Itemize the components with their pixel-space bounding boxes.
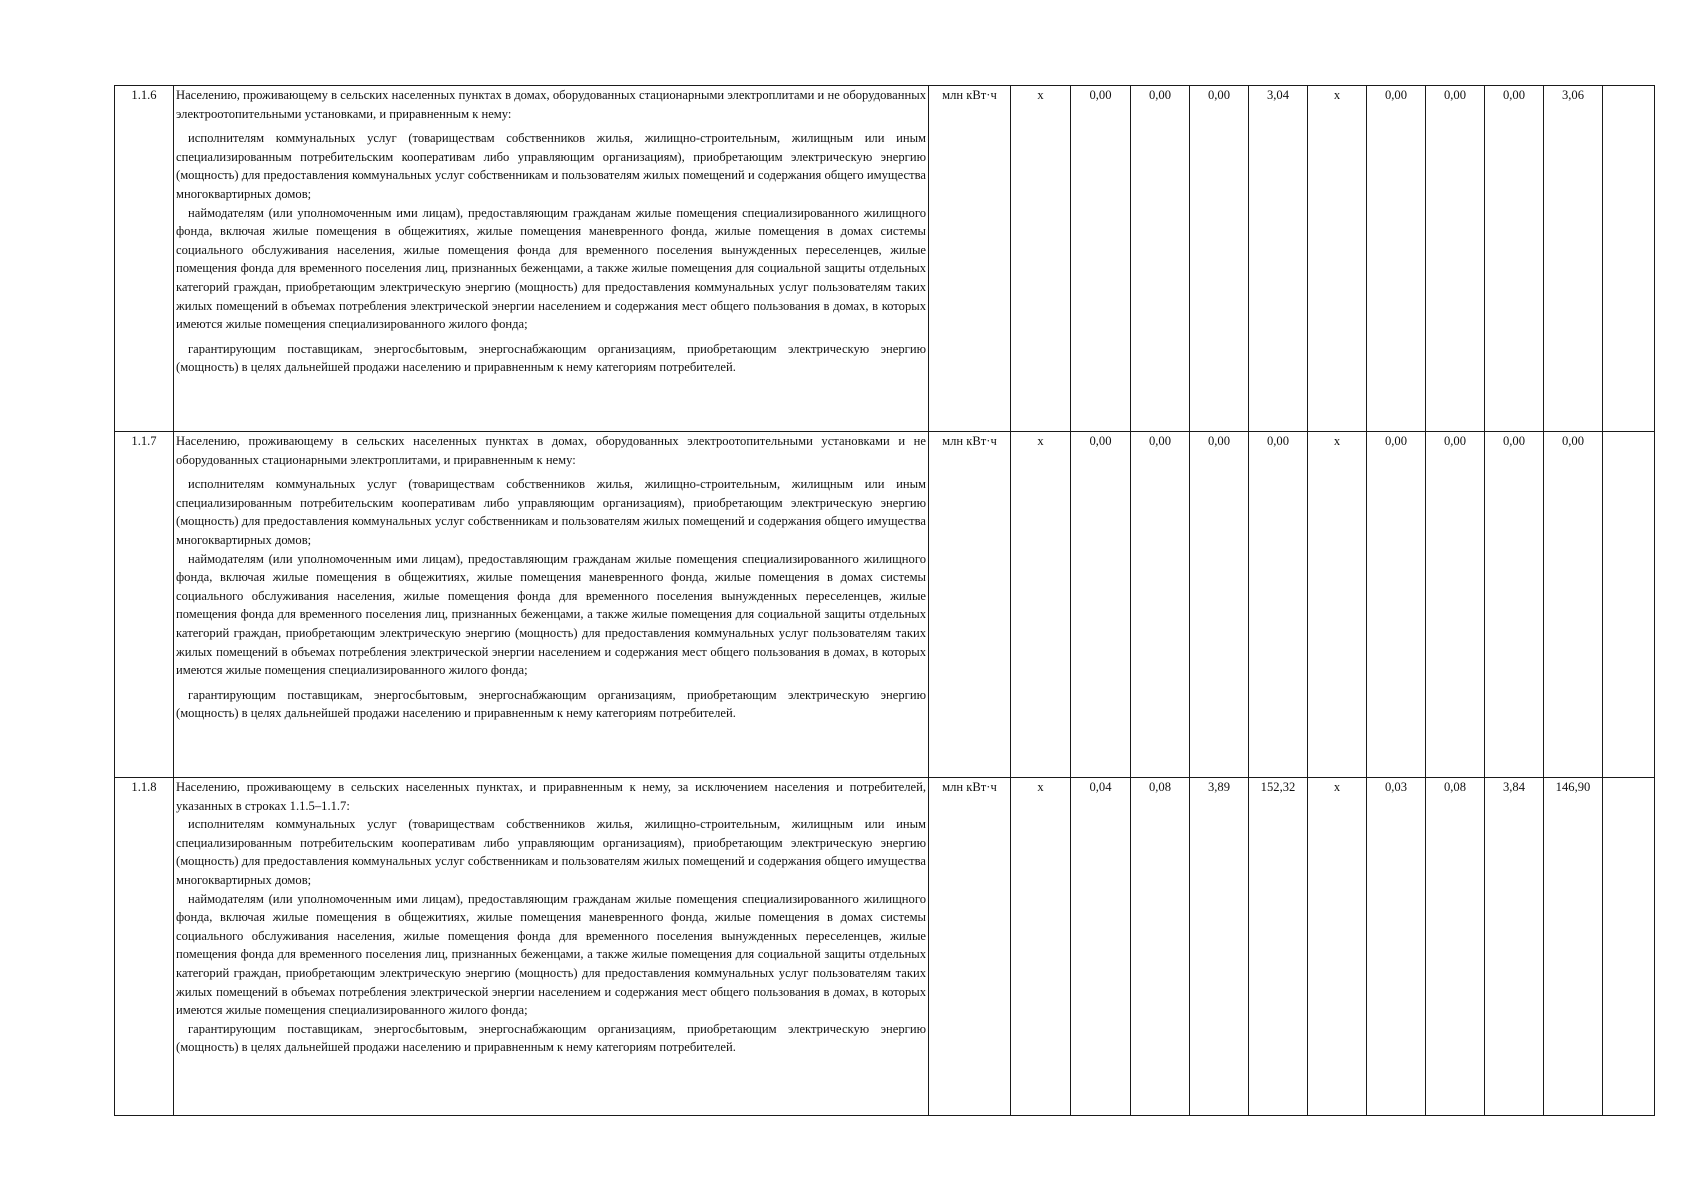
value-cell: x	[1011, 432, 1071, 778]
description-paragraph: наймодателям (или уполномоченным ими лицам), предоставляющим гражданам жилые помещения специализированного жилищного фонда, включая жилые помещения в общежитиях, жилые помещения маневренного фонда, жилые помещения в домах системы социального обслуживания населения, жилые помещения фонда для временного поселения вынужденных переселенцев, жилые помещения фонда для временного поселения лиц, признанных беженцами, а также жилые помещения для социальной защиты отдельных категорий граждан, приобретающим электрическую энергию (мощность) для предоставления коммунальных услуг пользователям таких жилых помещений в объемах потребления электрической энергии населением и содержания мест общего пользования в домах, в которых имеются жилые помещения специализированного жилого фонда;	[176, 891, 926, 1018]
table-row	[115, 86, 1655, 432]
value-cell: 0,00	[1131, 432, 1190, 778]
value-cell: x	[1308, 778, 1367, 1116]
value-cell: 0,00	[1367, 86, 1426, 432]
description-paragraph: наймодателям (или уполномоченным ими лицам), предоставляющим гражданам жилые помещения специализированного жилищного фонда, включая жилые помещения в общежитиях, жилые помещения маневренного фонда, жилые помещения в домах системы социального обслуживания населения, жилые помещения фонда для временного поселения вынужденных переселенцев, жилые помещения фонда для временного поселения лиц, признанных беженцами, а также жилые помещения для социальной защиты отдельных категорий граждан, приобретающим электрическую энергию (мощность) для предоставления коммунальных услуг пользователям таких жилых помещений в объемах потребления электрической энергии населением и содержания мест общего пользования в домах, в которых имеются жилые помещения специализированного жилого фонда;	[176, 551, 926, 678]
value-cell: 0,00	[1367, 432, 1426, 778]
row-unit: млн кВт·ч	[929, 86, 1011, 432]
value-cell: 0,00	[1071, 86, 1131, 432]
value-cell: x	[1308, 86, 1367, 432]
value-cell	[1603, 86, 1655, 432]
table-row	[115, 778, 1655, 1116]
description-paragraph: гарантирующим поставщикам, энергосбытовым, энергоснабжающим организациям, приобретающим электрическую энергию (мощность) в целях дальнейшей продажи населению и приравненным к нему категориям потребителей.	[176, 1021, 926, 1055]
description-paragraph: исполнителям коммунальных услуг (товариществам собственников жилья, жилищно-строительным, жилищным или иным специализированным потребительским кооперативам либо управляющим организациям), приобретающим электрическую энергию (мощность) для предоставления коммунальных услуг собственникам и пользователям жилых помещений и содержания общего имущества многоквартирных домов;	[176, 131, 926, 201]
value-cell: 146,90	[1544, 778, 1603, 1116]
value-cell: 3,04	[1249, 86, 1308, 432]
row-description	[174, 86, 929, 432]
value-cell: x	[1011, 778, 1071, 1116]
value-cell	[1603, 432, 1655, 778]
tariff-table	[114, 85, 1655, 1116]
row-description	[174, 778, 929, 1116]
value-cell: 0,03	[1367, 778, 1426, 1116]
value-cell: 3,89	[1190, 778, 1249, 1116]
value-cell: 0,00	[1249, 432, 1308, 778]
row-unit: млн кВт·ч	[929, 778, 1011, 1116]
row-unit: млн кВт·ч	[929, 432, 1011, 778]
value-cell: 0,00	[1131, 86, 1190, 432]
value-cell: 0,00	[1426, 86, 1485, 432]
row-code: 1.1.8	[115, 778, 174, 1116]
value-cell: x	[1011, 86, 1071, 432]
value-cell: 0,00	[1544, 432, 1603, 778]
value-cell: 3,84	[1485, 778, 1544, 1116]
row-code: 1.1.6	[115, 86, 174, 432]
value-cell: 0,00	[1485, 432, 1544, 778]
value-cell: 0,00	[1071, 432, 1131, 778]
value-cell: 0,00	[1190, 432, 1249, 778]
row-code: 1.1.7	[115, 432, 174, 778]
description-paragraph: исполнителям коммунальных услуг (товариществам собственников жилья, жилищно-строительным, жилищным или иным специализированным потребительским кооперативам либо управляющим организациям), приобретающим электрическую энергию (мощность) для предоставления коммунальных услуг собственникам и пользователям жилых помещений и содержания общего имущества многоквартирных домов;	[176, 817, 926, 887]
description-paragraph: наймодателям (или уполномоченным ими лицам), предоставляющим гражданам жилые помещения специализированного жилищного фонда, включая жилые помещения в общежитиях, жилые помещения маневренного фонда, жилые помещения в домах системы социального обслуживания населения, жилые помещения фонда для временного поселения вынужденных переселенцев, жилые помещения фонда для временного поселения лиц, признанных беженцами, а также жилые помещения для социальной защиты отдельных категорий граждан, приобретающим электрическую энергию (мощность) для предоставления коммунальных услуг пользователям таких жилых помещений в объемах потребления электрической энергии населением и содержания мест общего пользования в домах, в которых имеются жилые помещения специализированного жилого фонда;	[176, 205, 926, 332]
description-paragraph: Населению, проживающему в сельских населенных пунктах в домах, оборудованных электроотопительными установками и не оборудованных стационарными электроплитами, и приравненным к нему:	[176, 434, 926, 467]
value-cell: 3,06	[1544, 86, 1603, 432]
value-cell: 0,04	[1071, 778, 1131, 1116]
row-description	[174, 432, 929, 778]
table-row	[115, 432, 1655, 778]
description-paragraph: Населению, проживающему в сельских населенных пунктах, и приравненным к нему, за исключением населения и потребителей, указанных в строках 1.1.5–1.1.7:	[176, 780, 926, 813]
value-cell: 0,08	[1426, 778, 1485, 1116]
description-paragraph: гарантирующим поставщикам, энергосбытовым, энергоснабжающим организациям, приобретающим электрическую энергию (мощность) в целях дальнейшей продажи населению и приравненным к нему категориям потребителей.	[176, 687, 926, 721]
value-cell: 0,00	[1190, 86, 1249, 432]
description-paragraph: гарантирующим поставщикам, энергосбытовым, энергоснабжающим организациям, приобретающим электрическую энергию (мощность) в целях дальнейшей продажи населению и приравненным к нему категориям потребителей.	[176, 341, 926, 375]
value-cell: 0,00	[1485, 86, 1544, 432]
description-paragraph: Населению, проживающему в сельских населенных пунктах в домах, оборудованных стационарными электроплитами и не оборудованных электроотопительными установками, и приравненным к нему:	[176, 88, 926, 121]
description-paragraph: исполнителям коммунальных услуг (товариществам собственников жилья, жилищно-строительным, жилищным или иным специализированным потребительским кооперативам либо управляющим организациям), приобретающим электрическую энергию (мощность) для предоставления коммунальных услуг собственникам и пользователям жилых помещений и содержания общего имущества многоквартирных домов;	[176, 477, 926, 547]
value-cell: 0,00	[1426, 432, 1485, 778]
value-cell: 152,32	[1249, 778, 1308, 1116]
value-cell: 0,08	[1131, 778, 1190, 1116]
value-cell: x	[1308, 432, 1367, 778]
value-cell	[1603, 778, 1655, 1116]
